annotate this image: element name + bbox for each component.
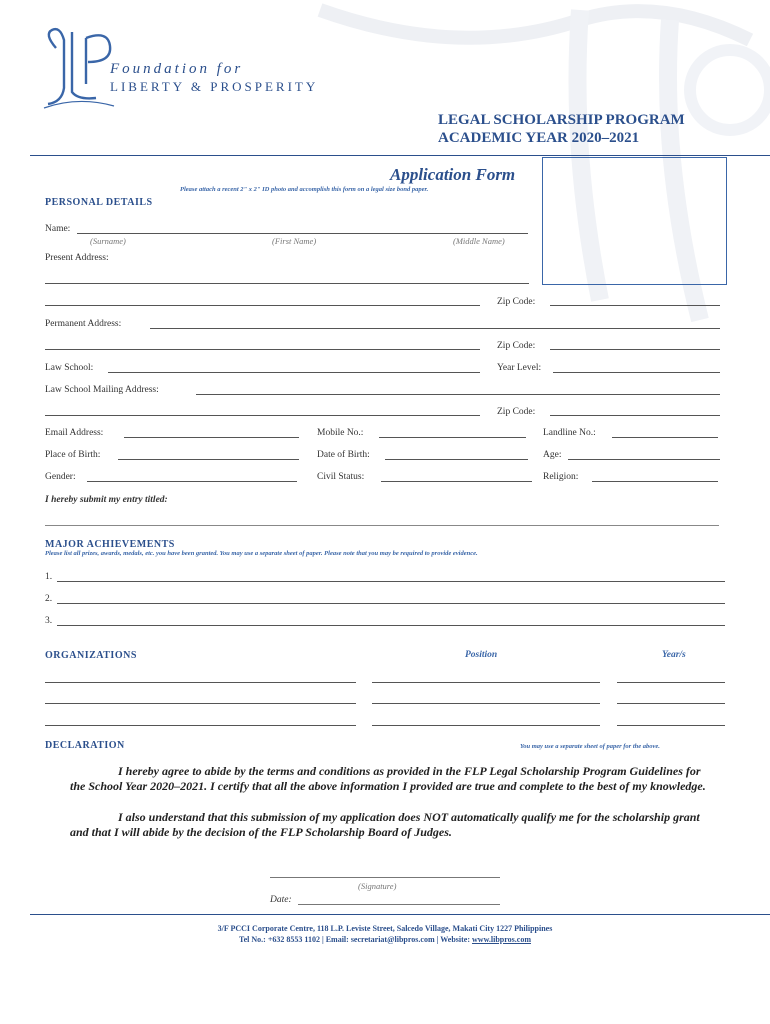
age-field[interactable] bbox=[568, 459, 720, 460]
year-level-field[interactable] bbox=[553, 372, 720, 373]
declaration-paragraph-1: I hereby agree to abide by the terms and conditions as provided in the FLP Legal Scholarship Program Guidelines for the School Year 2020–2021. I certify that all the above information I provided are true and complete to the best of my knowledge. bbox=[70, 764, 706, 793]
permanent-zip-field[interactable] bbox=[550, 349, 720, 350]
achievement-number-2: 2. bbox=[45, 594, 53, 604]
surname-hint: (Surname) bbox=[90, 236, 126, 246]
years-field-1[interactable] bbox=[617, 682, 725, 683]
academic-year: ACADEMIC YEAR 2020–2021 bbox=[438, 130, 640, 146]
permanent-address-label: Permanent Address: bbox=[45, 319, 122, 329]
logo-line2: LIBERTY & PROSPERITY bbox=[110, 79, 319, 94]
birthdate-field[interactable] bbox=[385, 459, 528, 460]
entry-label: I hereby submit my entry titled: bbox=[45, 495, 168, 505]
zip-label: Zip Code: bbox=[497, 407, 536, 417]
name-label: Name: bbox=[45, 224, 71, 234]
footer-divider bbox=[30, 914, 770, 915]
present-address-field-1[interactable] bbox=[45, 283, 529, 284]
achievement-field-1[interactable] bbox=[57, 581, 725, 582]
position-field-2[interactable] bbox=[372, 703, 600, 704]
declaration-heading: DECLARATION bbox=[45, 740, 125, 751]
footer-address: 3/F PCCI Corporate Centre, 118 L.P. Leviste Street, Salcedo Village, Makati City 1227 Philippines bbox=[217, 924, 553, 933]
personal-details-heading: PERSONAL DETAILS bbox=[45, 197, 153, 208]
mobile-label: Mobile No.: bbox=[317, 428, 364, 438]
achievements-note: Please list all prizes, awards, medals, etc. you have been granted. You may use a separate sheet of paper. Please note that you may be required to provide evidence. bbox=[45, 550, 478, 557]
law-school-field[interactable] bbox=[108, 372, 480, 373]
permanent-address-field-1[interactable] bbox=[150, 328, 720, 329]
photo-box[interactable] bbox=[542, 157, 727, 285]
footer-contact-text: Tel No.: +632 8553 1102 | Email: secretariat@libpros.com | Website: bbox=[239, 935, 473, 944]
organization-field-3[interactable] bbox=[45, 725, 356, 726]
organization-field-2[interactable] bbox=[45, 703, 356, 704]
declaration-note: You may use a separate sheet of paper for the above. bbox=[520, 743, 660, 750]
organizations-heading: ORGANIZATIONS bbox=[45, 650, 137, 661]
religion-field[interactable] bbox=[592, 481, 718, 482]
mailing-address-field-1[interactable] bbox=[196, 394, 720, 395]
landline-label: Landline No.: bbox=[543, 428, 596, 438]
email-label: Email Address: bbox=[45, 428, 104, 438]
religion-label: Religion: bbox=[543, 472, 579, 482]
achievement-field-3[interactable] bbox=[57, 625, 725, 626]
present-address-label: Present Address: bbox=[45, 253, 109, 263]
photo-note: Please attach a recent 2" x 2" ID photo and accomplish this form on a legal size bond paper. bbox=[180, 186, 429, 193]
website-link[interactable]: www.libpros.com bbox=[472, 935, 531, 944]
signature-field[interactable] bbox=[270, 877, 500, 878]
email-field[interactable] bbox=[124, 437, 299, 438]
program-title: LEGAL SCHOLARSHIP PROGRAM bbox=[438, 112, 685, 128]
birthplace-field[interactable] bbox=[118, 459, 299, 460]
gender-field[interactable] bbox=[87, 481, 297, 482]
mobile-field[interactable] bbox=[379, 437, 526, 438]
form-title: Application Form bbox=[390, 165, 516, 184]
years-field-3[interactable] bbox=[617, 725, 725, 726]
middlename-hint: (Middle Name) bbox=[453, 236, 505, 246]
logo-line1: Foundation for bbox=[110, 61, 244, 77]
mailing-address-field-2[interactable] bbox=[45, 415, 480, 416]
achievement-field-2[interactable] bbox=[57, 603, 725, 604]
achievement-number-3: 3. bbox=[45, 616, 53, 626]
header-divider bbox=[30, 155, 770, 156]
present-address-field-2[interactable] bbox=[45, 305, 480, 306]
year-level-label: Year Level: bbox=[497, 363, 542, 373]
permanent-address-field-2[interactable] bbox=[45, 349, 480, 350]
name-field[interactable] bbox=[77, 233, 528, 234]
entry-title-field[interactable] bbox=[45, 525, 719, 526]
civil-status-label: Civil Status: bbox=[317, 472, 365, 482]
landline-field[interactable] bbox=[612, 437, 718, 438]
gender-label: Gender: bbox=[45, 472, 76, 482]
footer-contact bbox=[0, 935, 770, 944]
years-label: Year/s bbox=[662, 650, 686, 660]
achievement-number-1: 1. bbox=[45, 572, 53, 582]
present-zip-field[interactable] bbox=[550, 305, 720, 306]
declaration-paragraph-2: I also understand that this submission of my application does NOT automatically qualify me for the scholarship grant and that I will abide by the decision of the FLP Scholarship Board of Judges. bbox=[70, 810, 700, 839]
position-field-3[interactable] bbox=[372, 725, 600, 726]
zip-label: Zip Code: bbox=[497, 297, 536, 307]
position-label: Position bbox=[465, 650, 498, 660]
age-label: Age: bbox=[543, 450, 562, 460]
zip-label: Zip Code: bbox=[497, 341, 536, 351]
date-field[interactable] bbox=[298, 904, 500, 905]
law-school-label: Law School: bbox=[45, 363, 94, 373]
organization-field-1[interactable] bbox=[45, 682, 356, 683]
date-label: Date: bbox=[270, 895, 292, 905]
birthplace-label: Place of Birth: bbox=[45, 450, 101, 460]
achievements-heading: MAJOR ACHIEVEMENTS bbox=[45, 539, 175, 550]
position-field-1[interactable] bbox=[372, 682, 600, 683]
flp-logo-icon bbox=[38, 26, 118, 110]
mailing-address-label: Law School Mailing Address: bbox=[45, 385, 159, 395]
mailing-zip-field[interactable] bbox=[550, 415, 720, 416]
years-field-2[interactable] bbox=[617, 703, 725, 704]
birthdate-label: Date of Birth: bbox=[317, 450, 370, 460]
signature-label: (Signature) bbox=[358, 881, 397, 891]
civil-status-field[interactable] bbox=[381, 481, 532, 482]
firstname-hint: (First Name) bbox=[272, 236, 317, 246]
